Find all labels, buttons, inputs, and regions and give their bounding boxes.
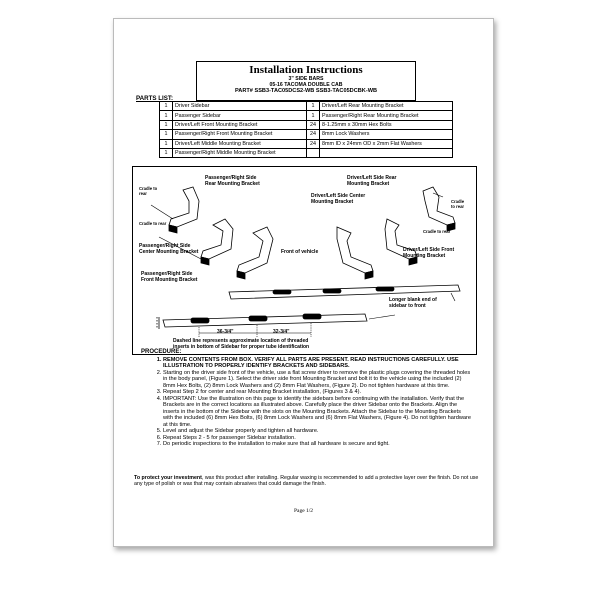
- procedure-section: [141, 349, 471, 448]
- part-desc: Driver/Left Rear Mounting Bracket: [320, 102, 453, 111]
- subtitle-vehicle: 05-16 TACOMA DOUBLE CAB: [269, 82, 343, 88]
- procedure-step: 2. Starting on the driver side front of the vehicle, use a flat screw driver to remove the plastic plugs covering the threaded holes in the body panel, (Figure 1). Select the driver side front Mounting Bracket and bolt it to the vehicle using the included (2) 8mm Hex Bolts, (2) 8mm Lock Washers and (2) 8mm Flat Washers, (Figure 2). Do not tighten hardware at this time.: [163, 370, 471, 390]
- part-desc: 8mm ID x 24mm OD x 2mm Flat Washers: [320, 139, 453, 148]
- protect-text: , wax this product after installing. Regular waxing is recommended to add a protective layer over the finish. Do not use any type of polish or wax that may contain abrasives that could damage the finish.: [134, 475, 479, 488]
- procedure-step: 1. REMOVE CONTENTS FROM BOX. VERIFY ALL PARTS ARE PRESENT. READ INSTRUCTIONS CAREFULLY. USE ILLUSTRATION TO PROPERLY IDENTIFY BRACKETS AND SIDEBARS.: [163, 357, 471, 370]
- part-qty: 1: [160, 130, 173, 139]
- part-numbers: PART# SSB3-TAC05DCS2-WB SSB3-TAC05DCBK-WB: [234, 88, 378, 94]
- label-dimension-1: 36-3/4": [217, 329, 234, 335]
- label-dimension-2: 32-3/4": [273, 329, 290, 335]
- label-pass-rear: Passenger/Right Side Rear Mounting Bracket: [205, 175, 260, 187]
- part-desc: Passenger Sidebar: [173, 111, 307, 120]
- part-desc: Driver Sidebar: [173, 102, 307, 111]
- label-driver-front: Driver/Left Side Front Mounting Bracket: [403, 247, 455, 259]
- driver-front-bracket-shape: [337, 227, 373, 279]
- part-qty: [307, 148, 320, 157]
- part-desc: Driver/Left Front Mounting Bracket: [173, 120, 307, 129]
- parts-table: [159, 101, 453, 158]
- part-qty: 1: [160, 139, 173, 148]
- label-longer-blank: Longer blank end of sidebar to front: [389, 297, 437, 309]
- label-pass-front: Passenger/Right Side Front Mounting Bracket: [141, 271, 198, 283]
- part-qty: 1: [160, 148, 173, 157]
- procedure-step: 6. Repeat Steps 2 - 5 for passenger Sidebar installation.: [163, 435, 471, 442]
- part-qty: 1: [307, 111, 320, 120]
- procedure-step: 5. Level and adjust the Sidebar properly and tighten all hardware.: [163, 428, 471, 435]
- label-pass-center: Passenger/Right Side Center Mounting Bracket: [139, 243, 199, 255]
- part-qty: 1: [160, 102, 173, 111]
- part-qty: 24: [307, 120, 320, 129]
- procedure-steps: [141, 357, 471, 448]
- part-desc: Passenger/Right Front Mounting Bracket: [173, 130, 307, 139]
- parts-row: [160, 148, 453, 157]
- parts-row: [160, 130, 453, 139]
- part-qty: 24: [307, 130, 320, 139]
- part-desc: 8-1.25mm x 30mm Hex Bolts: [320, 120, 453, 129]
- part-desc: Passenger/Right Middle Mounting Bracket: [173, 148, 307, 157]
- diagram-illustration: [133, 167, 476, 354]
- part-desc: 8mm Lock Washers: [320, 130, 453, 139]
- label-dashed-note: Dashed line represents approximate location of threaded inserts in bottom of Sidebar for proper tube identification: [173, 338, 310, 350]
- pass-center-bracket-shape: [201, 219, 233, 265]
- document-page: [113, 18, 494, 547]
- label-cradle-rear-4: Cradle to rear: [423, 229, 451, 234]
- part-qty: 1: [160, 120, 173, 129]
- label-cradle-rear-2: Cradle to rear: [139, 221, 167, 226]
- part-qty: 1: [160, 111, 173, 120]
- procedure-step: 7. Do periodic inspections to the installation to make sure that all hardware is secure and tight.: [163, 441, 471, 448]
- pass-front-bracket-shape: [237, 227, 273, 279]
- title-block: [196, 61, 416, 101]
- procedure-step: 4. IMPORTANT: Use the illustration on this page to identify the sidebars before continuing with the installation. Verify that the Brackets are in the correct locations as illustrated above. Carefully place the driver Sidebar onto the Brackets. Align the inserts in the bottom of the Sidebar with the slots on the Mounting Brackets. Attach the Sidebar to the Mounting Brackets with the included (6) 8mm Hex Bolts, (6) 8mm Lock Washers and (6) 8mm Flat Washers, (Figure 4). Do not tighten hardware at this time.: [163, 396, 471, 429]
- subtitle-size: 3" SIDE BARS: [288, 76, 324, 82]
- label-cradle-rear-1: Cradle to rear: [139, 186, 158, 196]
- part-qty: 24: [307, 139, 320, 148]
- document-title: Installation Instructions: [249, 64, 363, 76]
- procedure-step: 3. Repeat Step 2 for center and rear Mounting Bracket installation, (Figures 3 & 4).: [163, 389, 471, 396]
- label-driver-rear: Driver/Left Side Rear Mounting Bracket: [347, 175, 397, 187]
- bottom-sidebar-shape: [157, 314, 367, 329]
- label-driver-center: Driver/Left Side Center Mounting Bracket: [311, 193, 366, 205]
- parts-list-label: PARTS LIST:: [136, 95, 174, 102]
- label-front-of-vehicle: Front of vehicle: [281, 249, 319, 255]
- part-desc: [320, 148, 453, 157]
- pass-rear-bracket-shape: [169, 187, 199, 233]
- page-number: Page 1/2: [293, 508, 314, 514]
- parts-row: [160, 120, 453, 129]
- parts-row: [160, 139, 453, 148]
- part-desc: Driver/Left Middle Mounting Bracket: [173, 139, 307, 148]
- procedure-title: PROCEDURE:: [141, 349, 182, 355]
- label-cradle-rear-3: Cradle to rear: [451, 199, 465, 209]
- parts-row: [160, 111, 453, 120]
- part-qty: 1: [307, 102, 320, 111]
- parts-row: [160, 102, 453, 111]
- protect-lead: To protect your investment: [134, 475, 202, 481]
- driver-rear-bracket-shape: [423, 187, 455, 231]
- part-desc: Passenger/Right Rear Mounting Bracket: [320, 111, 453, 120]
- bracket-diagram: [132, 166, 477, 355]
- protect-note: [134, 475, 479, 488]
